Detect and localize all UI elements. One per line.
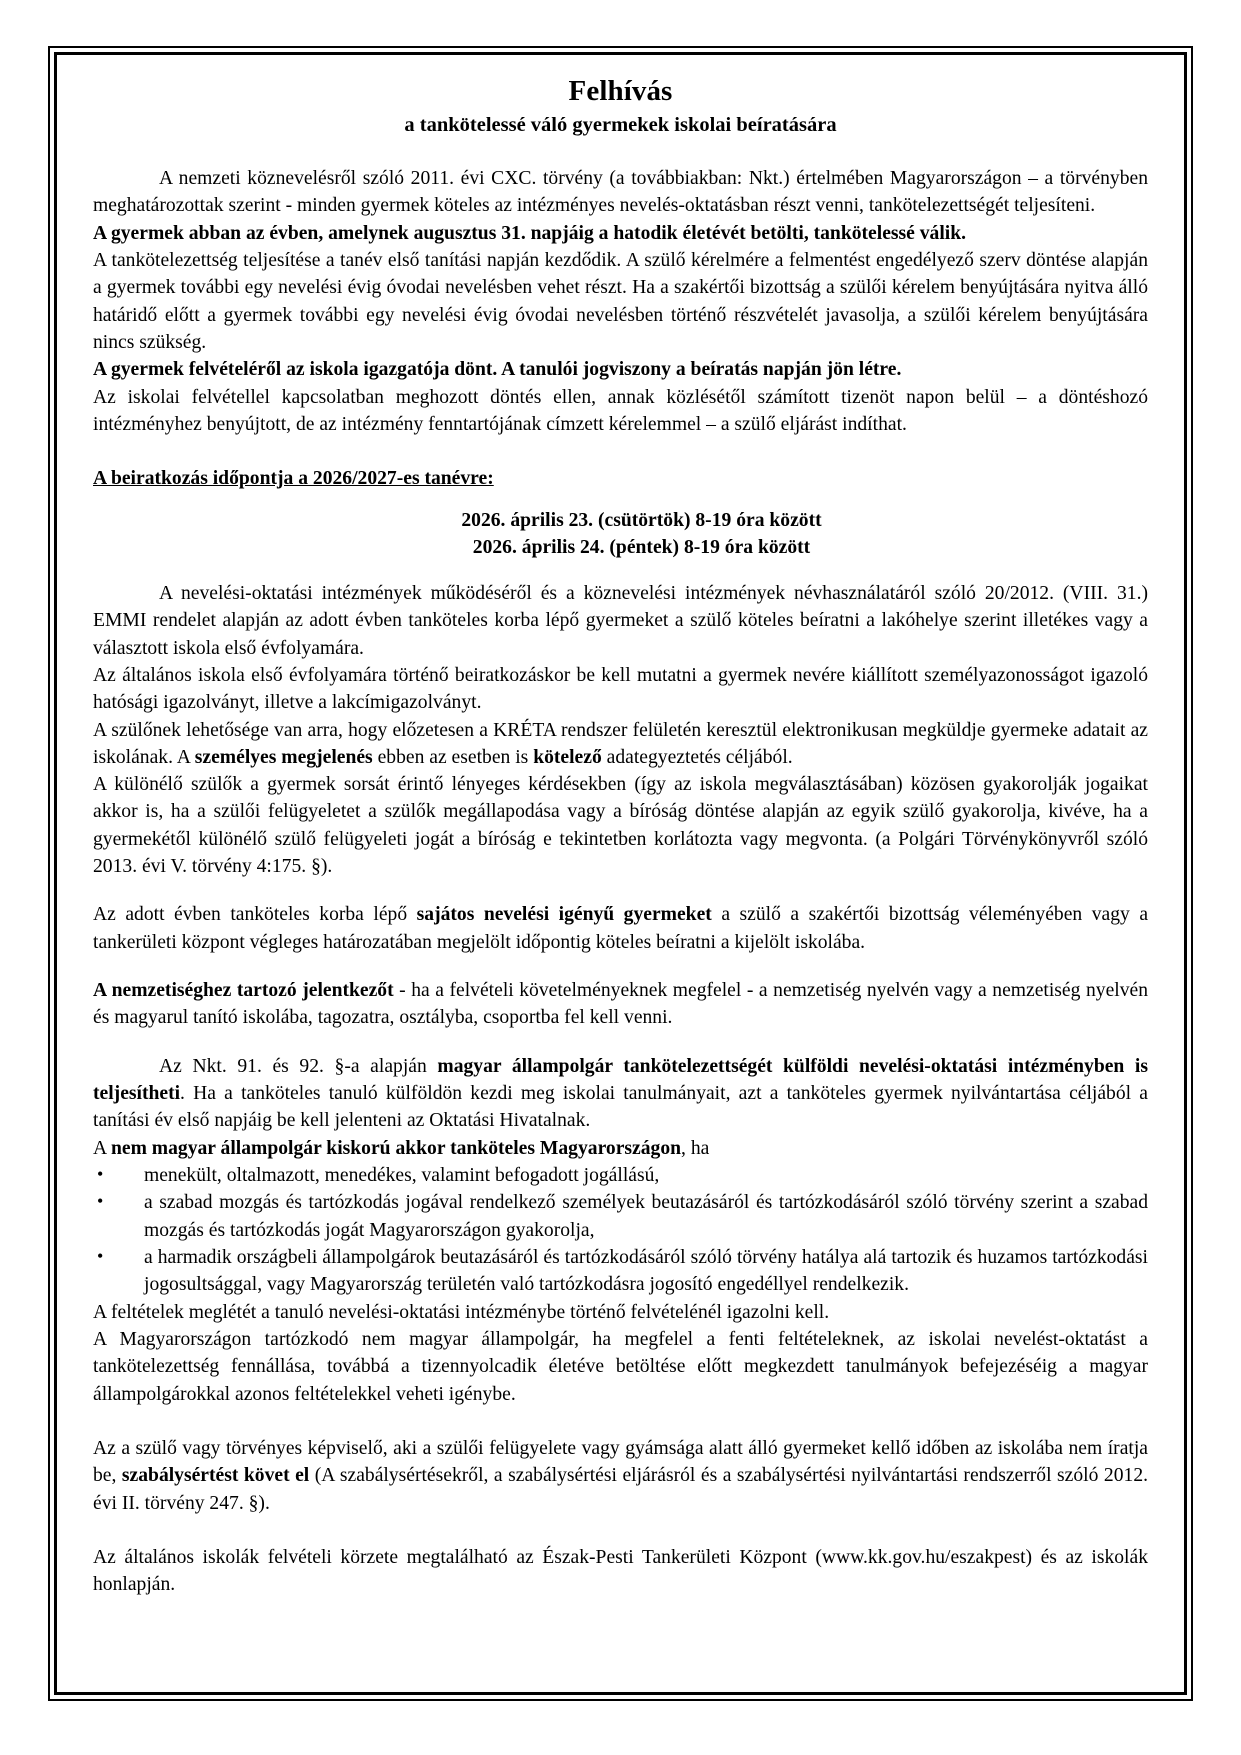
bullet-icon: • bbox=[97, 1246, 104, 1267]
document-content bbox=[93, 74, 1148, 1599]
infraction-bold-phrase: szabálysértést követ el bbox=[121, 1465, 310, 1487]
enrollment-dates-heading-text: A beiratkozás időpontja a 2026/2027-es tanévre: bbox=[93, 468, 494, 490]
noncitizen-text-a: A bbox=[93, 1137, 111, 1159]
minority-bold-phrase: A nemzetiséghez tartozó jelentkezőt bbox=[93, 980, 394, 1002]
page-title: Felhívás bbox=[568, 75, 673, 107]
bullet-icon: • bbox=[97, 1164, 104, 1185]
abroad-text-a: Az Nkt. 91. és 92. §-a alapján bbox=[159, 1055, 438, 1077]
spacer bbox=[93, 1517, 1148, 1544]
paragraph-abroad-schooling bbox=[93, 1053, 1148, 1135]
list-item bbox=[93, 1162, 1148, 1189]
enrollment-dates-heading bbox=[93, 465, 1148, 492]
paragraph-separated-parents: A különélő szülők a gyermek sorsát érintő lényeges kérdésekben (így az iskola megválasztásában) közösen gyakorolják jogaikat akkor is, ha a szülői felügyeletet a szülők megállapodása vagy a bíróság döntése alapján az egyik szülő gyakorolja, kivéve, ha a gyermekétől különélő szülő felügyeleti jogát a bíróság e tekintetben korlátozta vagy megvonta. (a Polgári Törvénykönyvről szóló 2013. évi V. törvény 4:175. §). bbox=[93, 774, 1148, 878]
spacer bbox=[93, 880, 1148, 901]
bullet-icon: • bbox=[97, 1191, 104, 1212]
list-item-text: menekült, oltalmazott, menedékes, valamint befogadott jogállású, bbox=[144, 1165, 660, 1187]
spacer bbox=[93, 438, 1148, 465]
paragraph-non-hungarian-citizen-lead bbox=[93, 1135, 1148, 1162]
paragraph-required-documents: Az általános iskola első évfolyamára történő beiratkozáskor be kell mutatni a gyermek nevére kiállított személyazonosságot igazoló hatósági igazolványt, illetve a lakcímigazolványt. bbox=[93, 664, 1148, 714]
page-subtitle: a tankötelessé váló gyermekek iskolai beíratására bbox=[404, 114, 837, 137]
infraction-text-a: Az a szülő vagy törvényes képviselő, aki a szülői felügyelete vagy gyámsága alatt álló gyermeket kellő időben az iskolába nem íratja be, bbox=[93, 1438, 1148, 1487]
paragraph-start-of-schooling: A tankötelezettség teljesítése a tanév első tanítási napján kezdődik. A szülő kérelmére a felmentést engedélyező szerv döntése alapján a gyermek további egy nevelési évig óvodai nevelésben vehet részt. Ha a szakértői bizottság a szülői kérelem benyújtására nyitva álló határidő előtt a gyermek további egy nevelési évig óvodai nevelésben történő részvételét javasolja, a szülői kérelem benyújtására nincs szükség. bbox=[93, 249, 1148, 353]
noncitizen-text-c: , ha bbox=[681, 1137, 710, 1159]
paragraph-minority-applicant bbox=[93, 977, 1148, 1032]
abroad-bold-phrase: magyar állampolgár tankötelezettségét külföldi nevelési-oktatási intézményben is teljesítheti bbox=[93, 1055, 1149, 1105]
list-item-text: a harmadik országbeli állampolgárok beutazásáról és tartózkodásáról szóló törvény hatálya alá tartozik és huzamos tartózkodási jogosultsággal, vagy Magyarország területén való tartózkodásra jogosító engedéllyel rendelkezik. bbox=[144, 1247, 1148, 1296]
list-item-text: a szabad mozgás és tartózkodás jogával rendelkező személyek beutazásáról és tartózkodásáról szóló törvény szerint a szabad mozgás és tartózkodás jogát Magyarországon gyakorolja, bbox=[144, 1192, 1148, 1241]
paragraph-appeal: Az iskolai felvétellel kapcsolatban meghozott döntés ellen, annak közlésétől számított tizenöt napon belül – a döntéshozó intézményhez benyújtott, de az intézmény fenntartójának címzett kérelemmel – a szülő eljárást indíthat. bbox=[93, 386, 1148, 435]
enrollment-date-2: 2026. április 24. (péntek) 8-19 óra között bbox=[472, 537, 811, 559]
paragraph-infraction bbox=[93, 1435, 1148, 1517]
paragraph-special-needs bbox=[93, 901, 1148, 956]
paragraph-residing-non-citizen: A Magyarországon tartózkodó nem magyar állampolgár, ha megfelel a fenti feltételeknek, az iskolai nevelést-oktatást a tankötelezettség fennállása, továbbá a tizennyolcadik életéve betöltése előtt megkezdett tanulmányok befejezéséig a magyar állampolgárokkal azonos feltételekkel veheti igénybe. bbox=[93, 1329, 1148, 1405]
infraction-text-c: (A szabálysértésekről, a szabálysértési eljárásról és a szabálysértési nyilvántartási rendszerről szóló 2012. évi II. törvény 247. §). bbox=[93, 1465, 1149, 1514]
kreta-text-c: ebben az esetben is bbox=[372, 746, 534, 768]
paragraph-admission-decision: A gyermek felvételéről az iskola igazgatója dönt. A tanulói jogviszony a beíratás napján jön létre. bbox=[93, 359, 902, 381]
kreta-text-a: A szülőnek lehetősége van arra, hogy előzetesen a KRÉTA rendszer felületén keresztül elektronikusan megküldje gyermeke adatait az iskolának. A bbox=[93, 719, 1148, 768]
sen-text-c: a szülő a szakértői bizottság véleményében vagy a tankerületi központ végleges határozatában megjelölt időpontig köteles beíratni a kijelölt iskolába. bbox=[93, 904, 1149, 953]
paragraph-emmi-decree: A nevelési-oktatási intézmények működéséről és a köznevelési intézmények névhasználatáról szóló 20/2012. (VIII. 31.) EMMI rendelet alapján az adott évben tanköteles korba lépő gyermeket a szülő köteles beíratni a lakóhelye szerint illetékes vagy a választott iskola első évfolyamára. bbox=[93, 582, 1148, 659]
kreta-bold-mandatory: kötelező bbox=[533, 746, 602, 768]
paragraph-catchment-areas: Az általános iskolák felvételi körzete megtalálható az Észak-Pesti Tankerületi Központ (www.kk.gov.hu/eszakpest) és az iskolák honlapján. bbox=[93, 1547, 1148, 1596]
enrollment-dates-block bbox=[93, 507, 1148, 562]
sen-text-a: Az adott évben tanköteles korba lépő bbox=[93, 904, 417, 926]
non-hungarian-conditions-list bbox=[93, 1162, 1148, 1299]
noncitizen-bold-phrase: nem magyar állampolgár kiskorú akkor tanköteles Magyarországon bbox=[110, 1137, 682, 1159]
spacer bbox=[93, 1032, 1148, 1053]
enrollment-date-1: 2026. április 23. (csütörtök) 8-19 óra között bbox=[461, 509, 822, 531]
spacer bbox=[93, 1408, 1148, 1435]
abroad-text-c: . Ha a tanköteles tanuló külföldön kezdi meg iskolai tanulmányait, azt a tanköteles gyermek nyilvántartása céljából a tanítási év első napjáig be kell jelenteni az Oktatási Hivatalnak. bbox=[93, 1083, 1148, 1132]
list-item bbox=[93, 1189, 1148, 1244]
paragraph-intro: A nemzeti köznevelésről szóló 2011. évi CXC. törvény (a továbbiakban: Nkt.) értelmében Magyarországon – a törvényben meghatározottak szerint - minden gyermek köteles az intézményes nevelés-oktatásban részt venni, tankötelezettségét teljesíteni. bbox=[93, 168, 1148, 217]
list-item bbox=[93, 1244, 1148, 1299]
kreta-text-d: adategyeztetés céljából. bbox=[601, 746, 793, 768]
paragraph-compulsory-age: A gyermek abban az évben, amelynek augusztus 31. napjáig a hatodik életévét betölti, tankötelessé válik. bbox=[93, 222, 967, 244]
minority-text-c: - ha a felvételi követelményeknek megfelel - a nemzetiség nyelvén vagy a nemzetiség nyelvén és magyarul tanító iskolába, tagozatra, osztályba, csoportba fel kell venni. bbox=[93, 980, 1148, 1029]
paragraph-kreta-system bbox=[93, 717, 1148, 772]
kreta-bold-attendance: személyes megjelenés bbox=[194, 746, 373, 768]
paragraph-prove-conditions: A feltételek meglétét a tanuló nevelési-oktatási intézménybe történő felvételénél igazolni kell. bbox=[93, 1301, 830, 1323]
spacer bbox=[93, 956, 1148, 977]
sen-bold-phrase: sajátos nevelési igényű gyermeket bbox=[416, 904, 712, 926]
